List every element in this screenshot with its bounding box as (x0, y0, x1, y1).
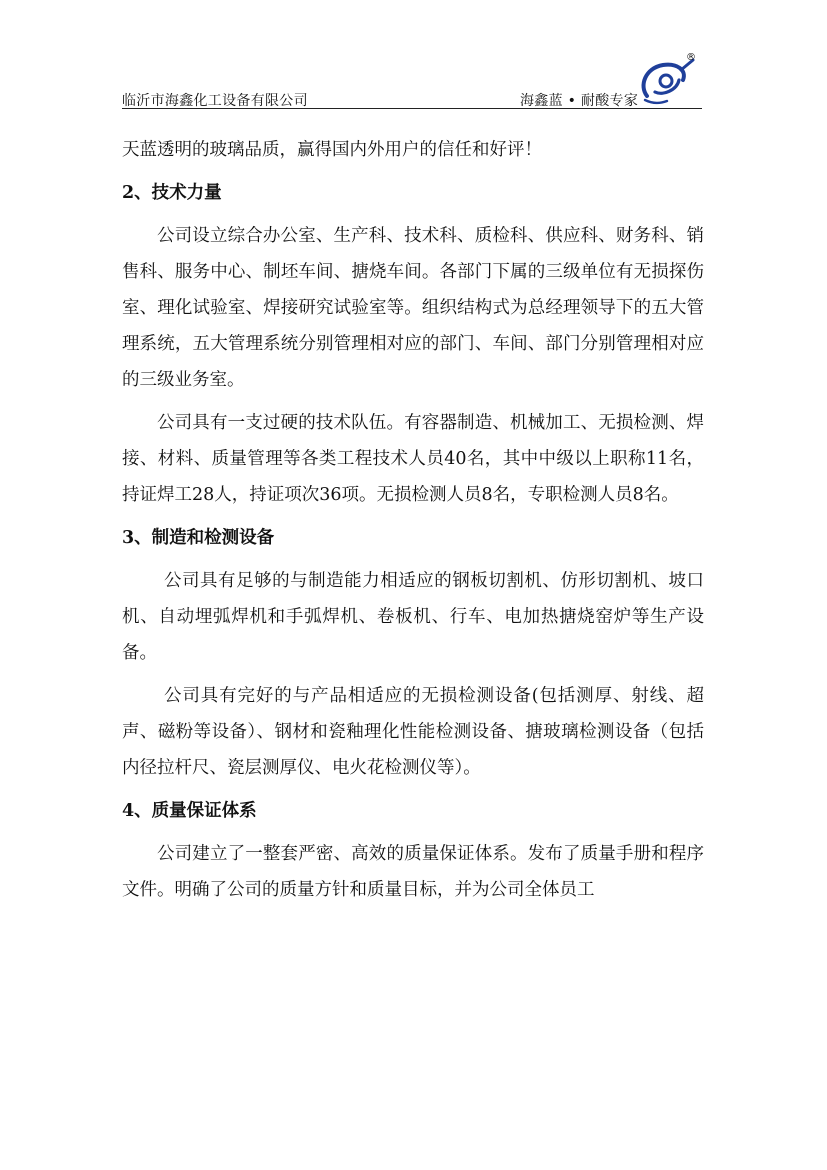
paragraph-quality-system: 公司建立了一整套严密、高效的质量保证体系。发布了质量手册和程序文件。明确了公司的质量方针和质量目标，并为公司全体员工 (122, 844, 704, 900)
slogan: 海鑫蓝 • 耐酸专家 (520, 93, 639, 109)
document-body (122, 132, 704, 915)
company-logo-icon (637, 56, 697, 106)
paragraph-manufacturing-equipment: 公司具有足够的与制造能力相适应的钢板切割机、仿形切割机、坡口机、自动埋弧焊机和手弧焊机、卷板机、行车、电加热搪烧窑炉等生产设备。 (122, 571, 704, 663)
section-heading-technical-strength: 2、技术力量 (122, 183, 222, 203)
registered-mark: ® (686, 52, 696, 63)
page-header (122, 52, 702, 110)
intro-paragraph: 天蓝透明的玻璃品质，赢得国内外用户的信任和好评！ (122, 140, 542, 160)
paragraph-inspection-equipment: 公司具有完好的与产品相适应的无损检测设备(包括测厚、射线、超声、磁粉等设备）、钢材和瓷釉理化性能检测设备、搪玻璃检测设备（包括内径拉杆尺、瓷层测厚仪、电火花检测仪等）。 (122, 686, 704, 778)
company-name: 临沂市海鑫化工设备有限公司 (122, 93, 308, 109)
paragraph-organization: 公司设立综合办公室、生产科、技术科、质检科、供应科、财务科、销售科、服务中心、制坯车间、搪烧车间。各部门下属的三级单位有无损探伤室、理化试验室、焊接研究试验室等。组织结构式为总经理领导下的五大管理系统，五大管理系统分别管理相对应的部门、车间、部门分别管理相对应的三级业务室。 (122, 226, 704, 390)
section-heading-quality-system: 4、质量保证体系 (122, 801, 257, 821)
header-rule (122, 108, 702, 109)
section-heading-equipment: 3、制造和检测设备 (122, 528, 275, 548)
paragraph-technical-team: 公司具有一支过硬的技术队伍。有容器制造、机械加工、无损检测、焊接、材料、质量管理等各类工程技术人员40名，其中中级以上职称11名，持证焊工28人，持证项次36项。无损检测人员8名，专职检测人员8名。 (122, 413, 704, 505)
